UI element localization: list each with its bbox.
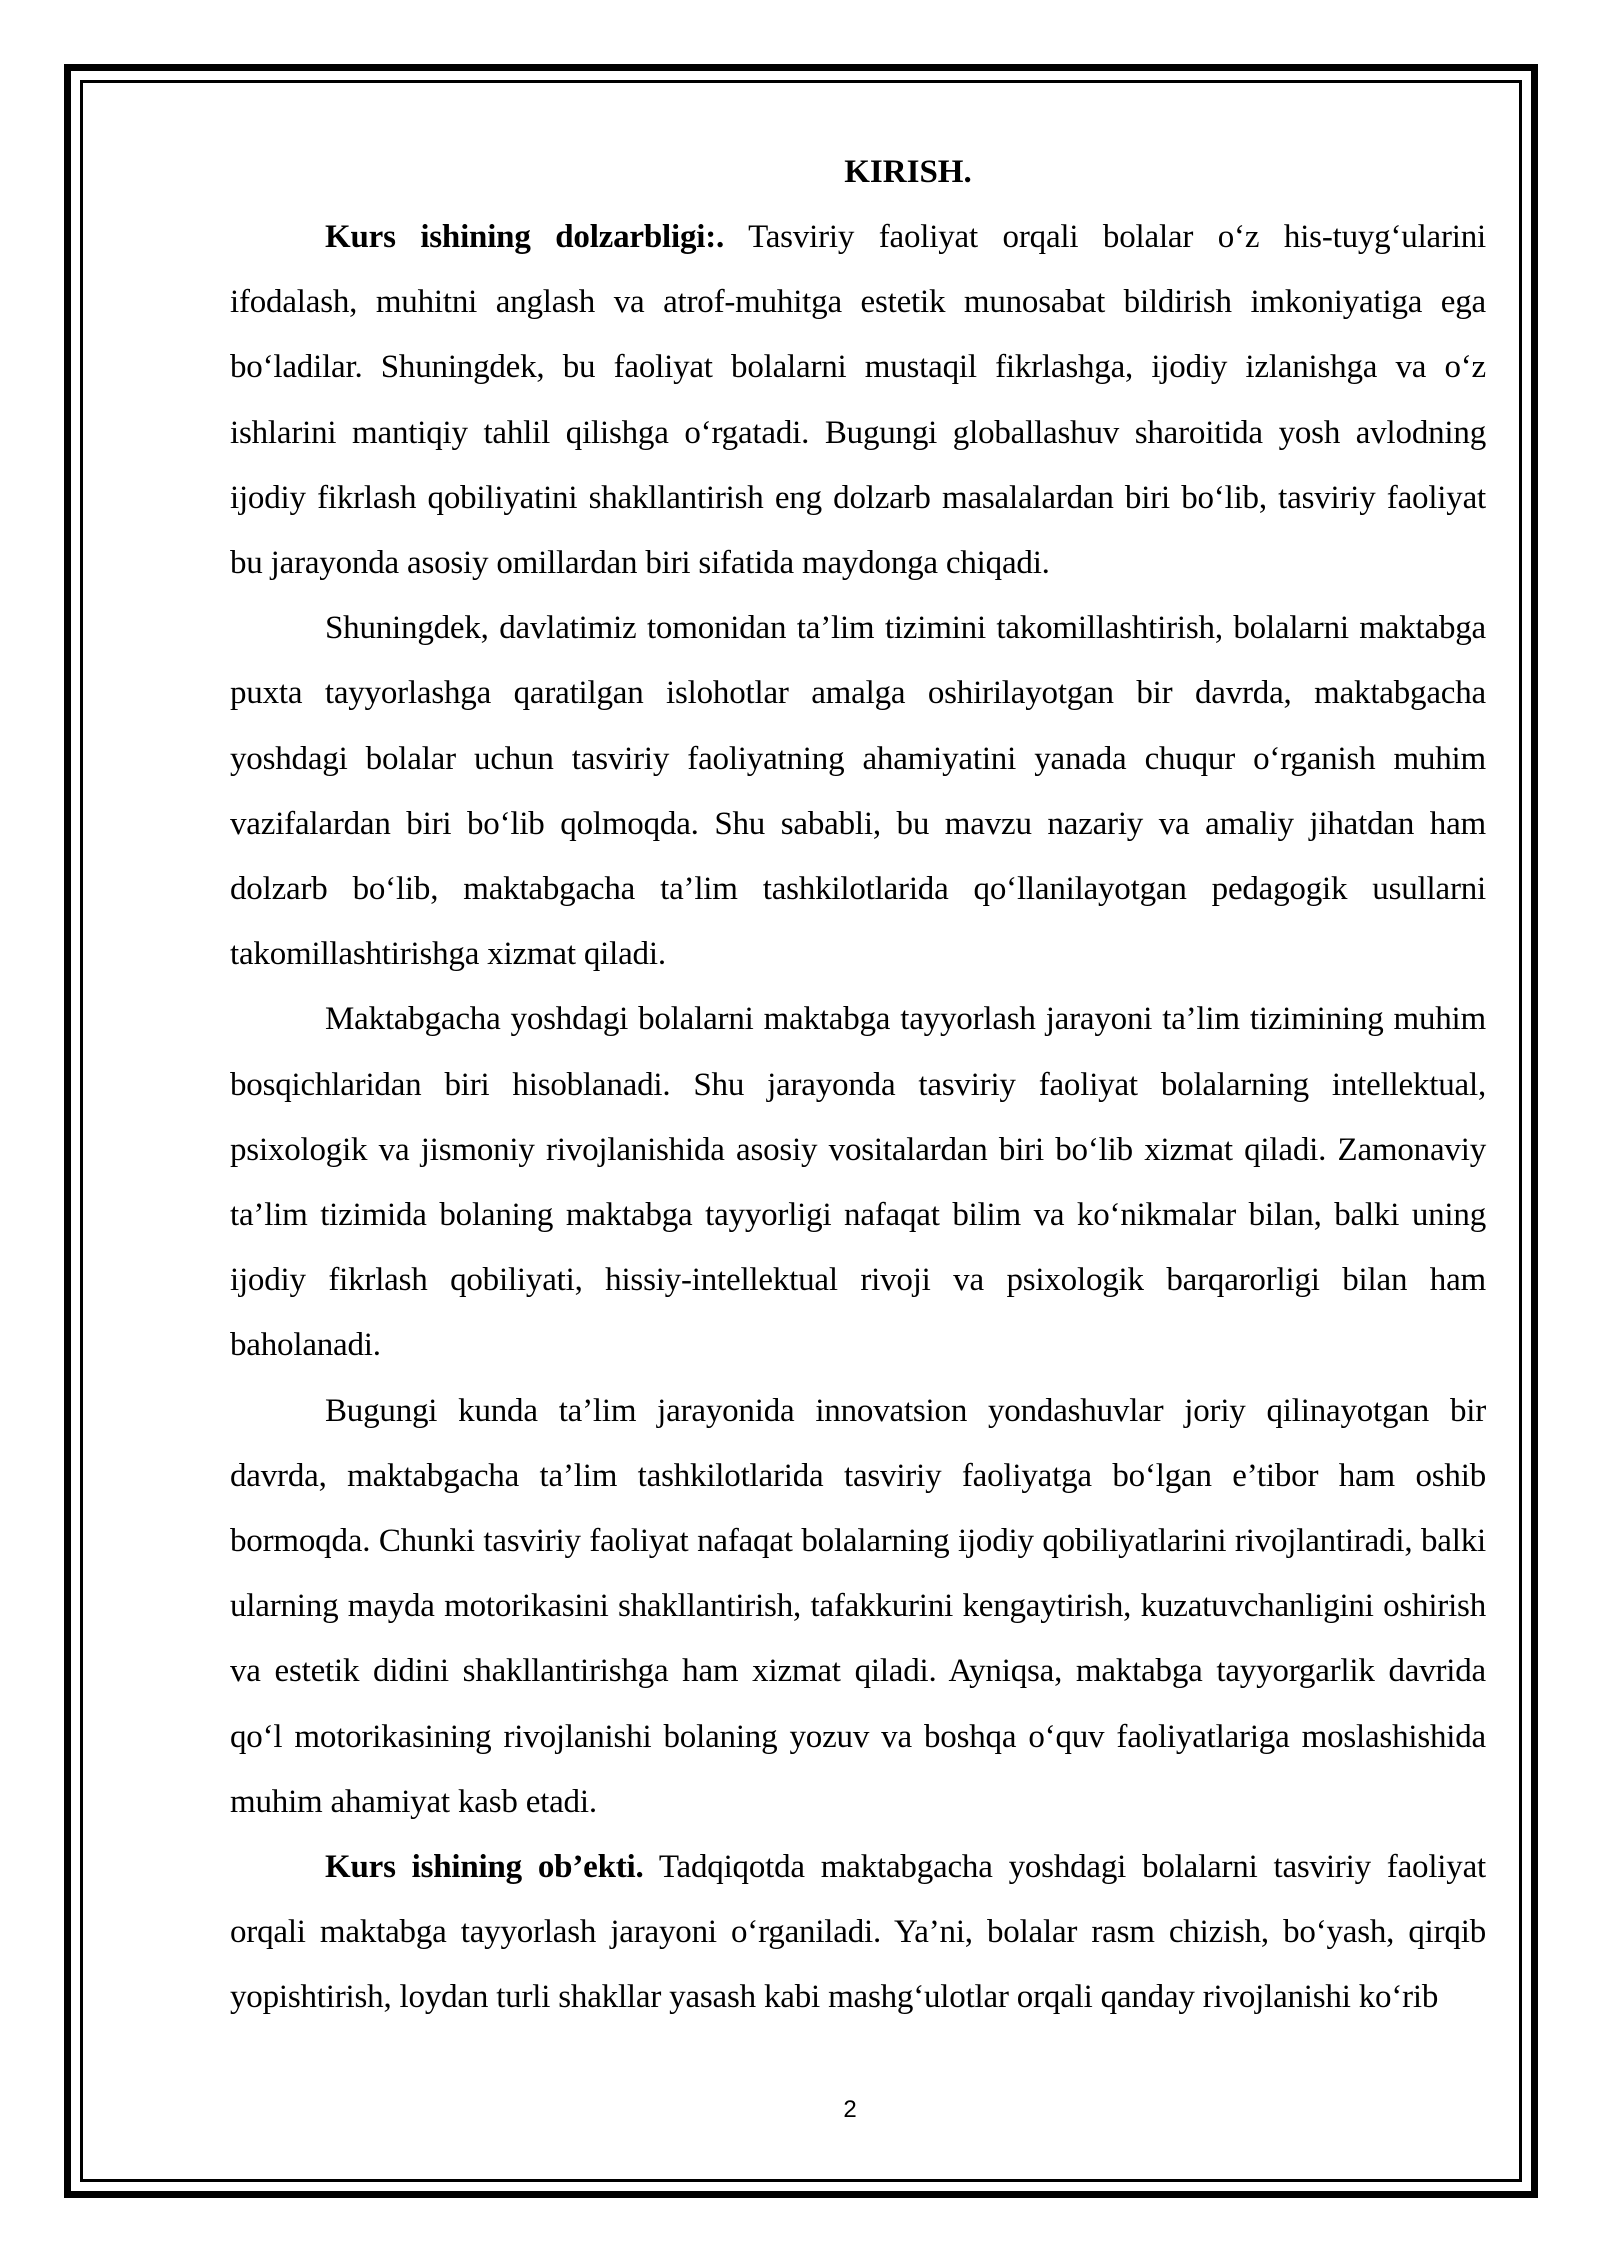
paragraph-lead: Kurs ishining dolzarbligi:. — [325, 219, 725, 255]
document-body — [230, 140, 1486, 2031]
paragraph-text: Maktabgacha yoshdagi bolalarni maktabga tayyorlash jarayoni ta’lim tizimining muhim bosqichlaridan biri hisoblanadi. Shu jarayonda tasviriy faoliyat bolalarning intellektual, psixologik va jismoniy rivojlanishida asosiy vositalardan biri bo‘lib xizmat qiladi. Zamonaviy ta’lim tizimida bolaning maktabga tayyorligi nafaqat bilim va ko‘nikmalar bilan, balki uning ijodiy fikrlash qobiliyati, hissiy-intellektual rivoji va psixologik barqarorligi bilan ham baholanadi. — [230, 1001, 1486, 1364]
paragraph-innovation — [230, 1379, 1486, 1835]
paragraph-text: Tasviriy faoliyat orqali bolalar o‘z his-tuyg‘ularini ifodalash, muhitni anglash va atrof-muhitga estetik munosabat bildirish imkoniyatiga ega bo‘ladilar. Shuningdek, bu faoliyat bolalarni mustaqil fikrlashga, ijodiy izlanishga va o‘z ishlarini mantiqiy tahlil qilishga o‘rgatadi. Bugungi globallashuv sharoitida yosh avlodning ijodiy fikrlash qobiliyatini shakllantirish eng dolzarb masalalardan biri bo‘lib, tasviriy faoliyat bu jarayonda asosiy omillardan biri sifatida maydonga chiqadi. — [230, 219, 1487, 582]
paragraph-text: Bugungi kunda ta’lim jarayonida innovatsion yondashuvlar joriy qilinayotgan bir davrda, maktabgacha ta’lim tashkilotlarida tasviriy faoliyatga bo‘lgan e’tibor ham oshib bormoqda. Chunki tasviriy faoliyat nafaqat bolalarning ijodiy qobiliyatlarini rivojlantiradi, balki ularning mayda motorikasini shakllantirish, tafakkurini kengaytirish, kuzatuvchanligini oshirish va estetik didini shakllantirishga ham xizmat qiladi. Ayniqsa, maktabga tayyorgarlik davrida qo‘l motorikasining rivojlanishi bolaning yozuv va boshqa o‘quv faoliyatlariga moslashishida muhim ahamiyat kasb etadi. — [230, 1392, 1486, 1820]
paragraph-text: Tadqiqotda maktabgacha yoshdagi bolalarni tasviriy faoliyat orqali maktabga tayyorlash jarayoni o‘rganiladi. Ya’ni, bolalar rasm chizish, bo‘yash, qirqib yopishtirish, loydan turli shakllar yasash kabi mashg‘ulotlar orqali qanday rivojlanishi ko‘rib — [230, 1849, 1486, 2016]
paragraph-lead: Kurs ishining ob’ekti. — [325, 1849, 644, 1886]
paragraph-relevance — [230, 205, 1486, 596]
section-title: KIRISH. — [844, 154, 972, 190]
paragraph-preparation — [230, 987, 1486, 1378]
paragraph-text: Shuningdek, davlatimiz tomonidan ta’lim tizimini takomillashtirish, bolalarni maktabga puxta tayyorlashga qaratilgan islohotlar amalga oshirilayotgan bir davrda, maktabgacha yoshdagi bolalar uchun tasviriy faoliyatning ahamiyatini yanada chuqur o‘rganish muhim vazifalardan biri bo‘lib qolmoqda. Shu sababli, bu mavzu nazariy va amaliy jihatdan ham dolzarb bo‘lib, maktabgacha ta’lim tashkilotlarida qo‘llanilayotgan pedagogik usullarni takomillashtirishga xizmat qiladi. — [230, 610, 1486, 973]
paragraph-reforms — [230, 596, 1486, 987]
paragraph-object — [230, 1835, 1486, 2031]
page-number: 2 — [843, 2096, 857, 2123]
